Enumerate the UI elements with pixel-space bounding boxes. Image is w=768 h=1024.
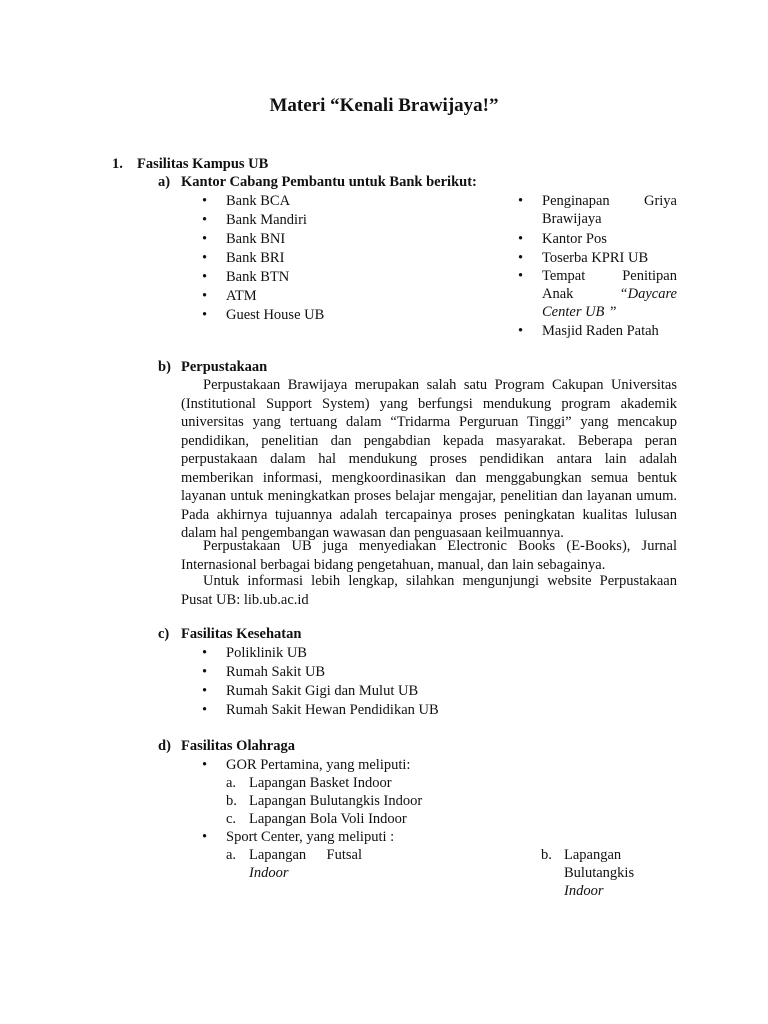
- list-item: • Kantor Pos: [542, 230, 607, 249]
- subsection-d-heading: Fasilitas Olahraga: [181, 738, 295, 754]
- sublist-item: Lapangan Basket Indoor: [249, 775, 392, 791]
- sublist-item: Lapangan Bulutangkis Indoor: [249, 793, 423, 809]
- list-item-continuation: Brawijaya: [542, 211, 602, 227]
- list-item: • Masjid Raden Patah: [542, 322, 659, 341]
- list-item-continuation: Center UB: [542, 304, 605, 320]
- list-item: • Rumah Sakit UB: [226, 663, 325, 682]
- sublist-item: Lapangan Bola Voli Indoor: [249, 811, 407, 827]
- list-item: • Bank Mandiri: [226, 211, 307, 230]
- paragraph: Untuk informasi lebih lengkap, silahkan mengunjungi website Perpustakaan Pusat UB: lib.ub.ac.id: [181, 573, 677, 608]
- list-item: • Sport Center, yang meliputi :: [226, 828, 394, 847]
- paragraph: Perpustakaan Brawijaya merupakan salah satu Program Cakupan Universitas (Institutional Support System) yang berfungsi mendukung program akademik universitas yang tertuang dalam “Tridarma Perguruan Tinggi” yang mencakup pendidikan, penelitian dan pengabdian kepada masyarakat. Beberapa peran perpustakaan dalam hal mendukung proses pendidikan antara lain adalah memberikan informasi, mengkoordinasikan dan menggabungkan semua bentuk layanan untuk meningkatkan proses belajar mengajar, penelitian dan layanan umum. Pada akhirnya tujuannya adalah tercapainya proses peningkatan kualitas lulusan dalam hal pengembangan wawasan dan penguasaan keilmuannya.: [181, 377, 677, 541]
- sublist-item: Lapangan Futsal: [249, 847, 362, 863]
- sublist-item-continuation: Bulutangkis: [564, 865, 635, 881]
- list-item-continuation: Anak: [542, 286, 574, 302]
- subsection-d-marker: d): [158, 738, 171, 754]
- sublist-item-continuation: Indoor: [249, 865, 289, 881]
- page-title: Materi “Kenali Brawijaya!”: [269, 95, 499, 116]
- list-item-continuation: “Daycare: [619, 286, 677, 302]
- list-item: • Tempat Penitipan: [542, 267, 677, 286]
- section-number: 1.: [112, 156, 123, 172]
- paragraph: Perpustakaan UB juga menyediakan Electronic Books (E-Books), Jurnal Internasional berbagai bidang pengetahuan, manual, dan lain sebagainya.: [181, 538, 677, 573]
- list-item: • Penginapan Griya: [542, 192, 677, 211]
- list-item: • Poliklinik UB: [226, 644, 307, 663]
- list-item: • Bank BTN: [226, 268, 289, 287]
- list-item: • Toserba KPRI UB: [542, 249, 648, 268]
- sublist-marker: c.: [226, 811, 237, 827]
- list-item: • GOR Pertamina, yang meliputi:: [226, 756, 410, 775]
- subsection-c-heading: Fasilitas Kesehatan: [181, 626, 302, 642]
- sublist-item-continuation: Indoor: [564, 883, 604, 899]
- list-item: • Guest House UB: [226, 306, 324, 325]
- list-item: • Rumah Sakit Gigi dan Mulut UB: [226, 682, 418, 701]
- subsection-b-heading: Perpustakaan: [181, 359, 268, 375]
- sublist-marker: b.: [541, 847, 552, 863]
- section-heading: Fasilitas Kampus UB: [137, 156, 269, 172]
- list-item: • Rumah Sakit Hewan Pendidikan UB: [226, 701, 439, 720]
- sublist-marker: a.: [226, 775, 237, 791]
- sublist-item: Lapangan: [564, 847, 622, 863]
- sublist-marker: a.: [226, 847, 237, 863]
- list-item: • Bank BNI: [226, 230, 285, 249]
- sublist-marker: b.: [226, 793, 237, 809]
- subsection-a-marker: a): [158, 174, 171, 190]
- list-item: • Bank BCA: [226, 192, 290, 211]
- list-item-continuation: ”: [610, 304, 617, 320]
- list-item: • Bank BRI: [226, 249, 284, 268]
- list-item: • ATM: [226, 287, 257, 306]
- subsection-c-marker: c): [158, 626, 170, 642]
- subsection-a-heading: Kantor Cabang Pembantu untuk Bank berikut:: [181, 174, 477, 190]
- subsection-b-marker: b): [158, 359, 171, 375]
